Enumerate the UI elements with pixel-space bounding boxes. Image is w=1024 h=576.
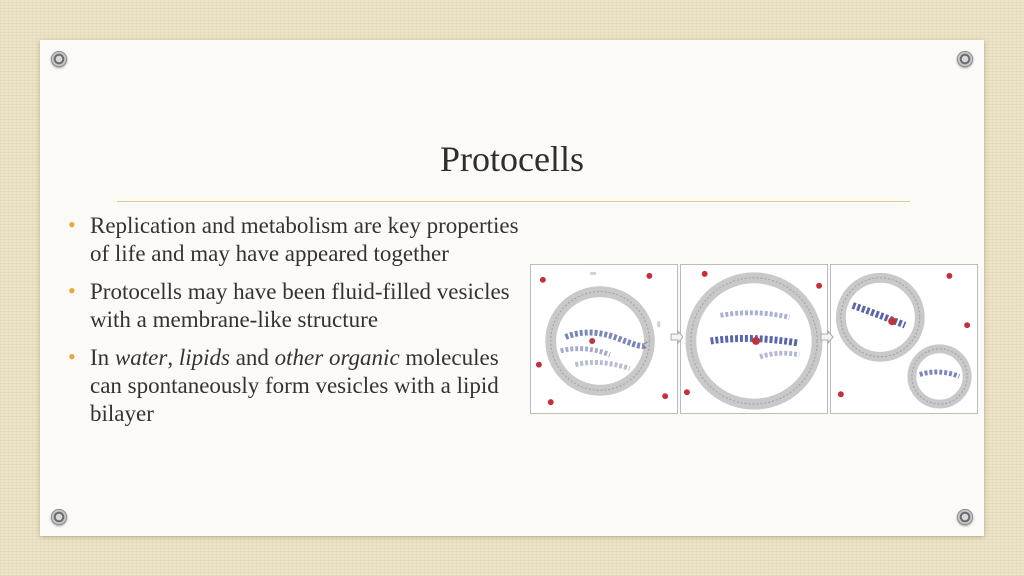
molecule	[964, 322, 970, 328]
pin-icon	[51, 51, 67, 67]
vesicle-panel	[530, 264, 678, 414]
rna-strand	[575, 362, 629, 368]
molecule	[684, 389, 690, 395]
divided-vesicles-panel	[830, 264, 978, 414]
title-divider	[117, 201, 910, 202]
molecule	[816, 283, 822, 289]
arrow-right-icon	[670, 330, 684, 344]
bullet-text-italic: other organic	[274, 345, 400, 370]
bullet-icon: •	[68, 278, 76, 303]
lipid-bilayer-membrane	[551, 292, 650, 391]
rna-strand	[920, 372, 959, 377]
bullet-text-part: and	[229, 345, 275, 370]
bullet-text-part: ,	[167, 345, 179, 370]
arrow-right-icon	[820, 330, 834, 344]
bullet-item	[68, 278, 520, 334]
lipid	[590, 272, 596, 275]
pin-icon	[51, 509, 67, 525]
rna-strand	[566, 333, 646, 347]
bullet-text-part: In	[90, 345, 115, 370]
molecule	[536, 362, 542, 368]
rna-strand	[720, 313, 789, 318]
bullet-icon: •	[68, 212, 76, 237]
grown-vesicle-panel	[680, 264, 828, 414]
nucleotide	[589, 338, 595, 344]
molecule	[946, 273, 952, 279]
bullet-item	[68, 344, 520, 428]
molecule	[838, 391, 844, 397]
molecule	[702, 271, 708, 277]
lipid	[657, 321, 660, 327]
bullet-text-italic: lipids	[178, 345, 230, 370]
bullet-item	[68, 212, 520, 268]
molecule	[646, 273, 652, 279]
bullet-text-italic: water	[114, 345, 168, 370]
bullet-text-part: molecules can spontaneously form vesicles with a lipid bilayer	[90, 345, 499, 426]
slide-title: Protocells	[440, 139, 584, 179]
molecule	[548, 399, 554, 405]
protocell-figure	[530, 264, 978, 414]
slide	[40, 40, 984, 536]
rna-strand	[853, 305, 905, 325]
molecule	[540, 277, 546, 283]
nucleotide	[888, 317, 896, 325]
rna-strand	[561, 349, 610, 355]
pin-icon	[957, 509, 973, 525]
molecule	[662, 393, 668, 399]
bullet-icon: •	[68, 344, 76, 369]
bullet-text: Protocells may have been fluid-filled vesicles with a membrane-like structure	[90, 279, 510, 332]
nucleotide	[752, 337, 760, 345]
rna-strand	[760, 353, 799, 357]
pin-icon	[957, 51, 973, 67]
bullet-text: Replication and metabolism are key properties of life and may have appeared together	[90, 213, 519, 266]
bullet-list	[68, 212, 520, 438]
